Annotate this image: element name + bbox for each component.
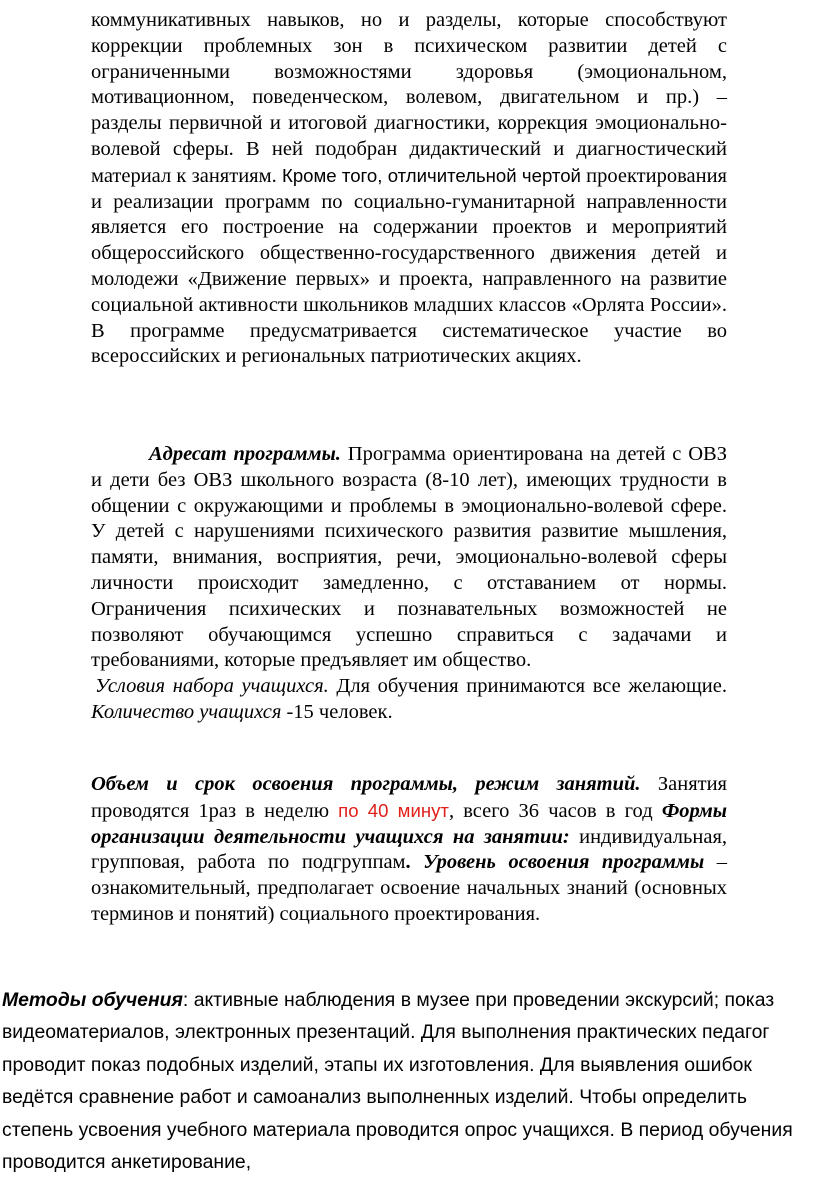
paragraph-teaching-methods — [2, 984, 810, 1178]
label-student-count: Количество учащихся — [91, 700, 282, 723]
para5-text: : активные наблюдения в музее при проведении экскурсий; показ видеоматериалов, электронных презентаций. Для выполнения практических педагог проводит показ подобных изделий, этапы их изготовления. Для выявления ошибок ведётся сравнение работ и самоанализ выполненных изделий. Чтобы определить степень усвоения учебного материала проводится опрос учащихся. В период обучения проводится анкетирование, — [2, 989, 793, 1174]
paragraph-5 — [2, 984, 810, 1178]
paragraph-1 — [91, 8, 727, 370]
paragraph-4 — [91, 772, 727, 928]
para4-dot: . — [405, 851, 411, 874]
heading-mastery-level: Уровень освоения программы — [423, 851, 705, 874]
paragraph-2 — [91, 442, 727, 674]
para4-text2: , всего 36 часов в год — [448, 799, 662, 822]
paragraph-target-audience — [91, 442, 727, 726]
lesson-duration: по 40 минут — [338, 799, 449, 821]
paragraph-program-volume — [91, 772, 727, 928]
para1-text-c: проектирования и реализации программ по социально-гуманитарной направленности является его построение на содержании проектов и мероприятий общероссийского общественно-государственного движения детей и молодежи «Движение первых» и проекта, направленного на развитие социальной активности школьников младших классов «Орлята России». В программе предусматривается систематическое участие во всероссийских и региональных патриотических акциях. — [91, 164, 727, 368]
para4-text3: индивидуальная, групповая, работа по подгруппам — [91, 825, 727, 874]
para1-text-a: коммуникативных навыков, но и разделы, которые способствуют коррекции проблемных зон в психическом развитии детей с ограниченными возможностями здоровья (эмоциональном, мотивационном, поведенческом, волевом, двигательном и пр.) – разделы первичной и итоговой диагностики, коррекция эмоционально-волевой сферы. В ней подобран дидактический и диагностический материал к занятиям. — [91, 9, 727, 187]
para1-text-b: Кроме того, отличительной чертой — [276, 164, 581, 186]
label-enrollment-conditions: Условия набора учащихся. — [95, 675, 329, 698]
heading-teaching-methods: Методы обучения — [2, 989, 183, 1011]
para3-text1: Для обучения принимаются все желающие. — [328, 675, 728, 698]
para2-text: Программа ориентирована на детей с ОВЗ и дети без ОВЗ школьного возраста (8-10 лет), имеющих трудности в общении с окружающими и проблемы в эмоционально-волевой сфере. У детей с нарушениями психического развития развитие мышления, памяти, внимания, восприятия, речи, эмоционально-волевой сферы личности происходит замедленно, с отставанием от нормы. Ограничения психических и познавательных возможностей не позволяют обучающимся успешно справиться с задачами и требованиями, которые предъявляет им общество. — [91, 443, 727, 672]
para4-text4: – ознакомительный, предполагает освоение начальных знаний (основных терминов и понятий) социального проектирования. — [91, 851, 727, 925]
para3-text2: -15 человек. — [281, 700, 393, 723]
paragraph-3 — [91, 674, 727, 726]
heading-addressee: Адресат программы. — [149, 443, 341, 465]
paragraph-program-sections — [91, 8, 727, 370]
heading-volume-term: Объем и срок освоения программы, режим занятий. — [91, 773, 641, 795]
heading-activity-forms: Формы организации деятельности учащихся на занятии: — [91, 799, 727, 848]
para4-text1: Занятия проводятся 1раз в неделю — [91, 773, 727, 822]
